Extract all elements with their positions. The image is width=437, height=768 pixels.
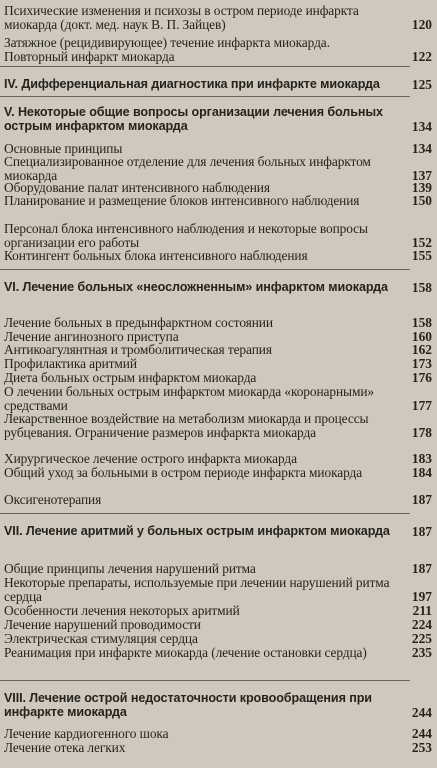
entry-page: 160 [411, 329, 432, 344]
section-heading [4, 106, 432, 133]
toc-entry [4, 4, 432, 31]
entry-page: 162 [411, 342, 432, 357]
entry-title: Лечение кардиогенного шока [4, 726, 169, 741]
entry-page: 134 [411, 141, 432, 156]
entry-title: Лечение больных в предынфарктном состоянии [4, 315, 273, 330]
entry-title: Хирургическое лечение острого инфаркта миокарда [4, 451, 297, 466]
entry-title: Контингент больных блока интенсивного наблюдения [4, 248, 308, 263]
toc-entry [4, 618, 432, 632]
toc-entry [4, 562, 432, 576]
toc-entry [4, 632, 432, 646]
entry-page: 134 [411, 118, 432, 134]
entry-page: 150 [411, 193, 432, 208]
entry-page: 152 [411, 234, 432, 250]
toc-entry [4, 466, 432, 480]
entry-title: Общий уход за больными в остром периоде инфаркта миокарда [4, 465, 363, 480]
entry-title: Затяжное (рецидивирующее) течение инфаркта миокарда. [4, 35, 330, 50]
entry-title: VI. Лечение больных «неосложненным» инфарктом миокарда [4, 280, 388, 294]
entry-page: 197 [411, 588, 432, 604]
entry-page: 211 [412, 603, 432, 618]
toc-entry [4, 452, 432, 466]
section-divider [0, 96, 410, 97]
entry-page: 137 [411, 167, 432, 183]
entry-page: 183 [411, 451, 432, 466]
entry-page: 139 [411, 180, 432, 195]
section-divider [0, 269, 410, 270]
entry-page: 155 [411, 248, 432, 263]
toc-entry [4, 155, 432, 182]
toc-entry [4, 646, 432, 660]
toc-entry [4, 741, 432, 755]
entry-title: Лечение ангинозного приступа [4, 329, 179, 344]
toc-entry [4, 604, 432, 618]
entry-title: Планирование и размещение блоков интенсивного наблюдения [4, 193, 360, 208]
toc-entry [4, 493, 432, 507]
entry-title: Диета больных острым инфарктом миокарда [4, 370, 257, 385]
entry-page: 244 [411, 704, 432, 720]
entry-page: 187 [411, 524, 432, 539]
entry-title: Специализированное отделение для лечения больных инфарктом миокарда [4, 154, 371, 183]
entry-page: 253 [411, 740, 432, 755]
entry-title: Оборудование палат интенсивного наблюдения [4, 180, 270, 195]
entry-page: 176 [411, 370, 432, 385]
section-heading [4, 692, 432, 719]
entry-title: Особенности лечения некоторых аритмий [4, 603, 240, 618]
entry-title: Лечение отека легких [4, 740, 126, 755]
entry-title: Некоторые препараты, используемые при лечении нарушений ритма сердца [4, 575, 390, 604]
entry-page: 125 [411, 77, 432, 92]
toc-entry [4, 576, 432, 603]
entry-page: 187 [411, 561, 432, 576]
section-heading [4, 78, 432, 92]
entry-page: 235 [411, 645, 432, 660]
entry-page: 158 [411, 315, 432, 330]
toc-entry [4, 36, 432, 50]
entry-page: 122 [411, 49, 432, 64]
entry-title: Профилактика аритмий [4, 356, 137, 371]
toc-entry [4, 249, 432, 263]
entry-title: IV. Дифференциальная диагностика при инфаркте миокарда [4, 77, 380, 91]
entry-page: 244 [411, 726, 432, 741]
entry-title: Психические изменения и психозы в остром периоде инфаркта миокарда (докт. мед. наук В. П. Зайцев) [4, 3, 359, 32]
entry-title: Повторный инфаркт миокарда [4, 49, 175, 64]
entry-title: Персонал блока интенсивного наблюдения и некоторые вопросы организации его работы [4, 221, 368, 250]
toc-entry [4, 194, 432, 208]
entry-title: Основные принципы [4, 141, 123, 156]
section-divider [0, 513, 410, 514]
entry-page: 224 [411, 617, 432, 632]
entry-title: VIII. Лечение острой недостаточности кровообращения при инфаркте миокарда [4, 691, 372, 719]
toc-entry [4, 343, 432, 357]
section-heading [4, 525, 432, 539]
entry-title: V. Некоторые общие вопросы организации лечения больных острым инфарктом миокарда [4, 105, 383, 133]
toc-entry [4, 316, 432, 330]
toc-entry [4, 371, 432, 385]
entry-page: 187 [411, 492, 432, 507]
entry-title: Электрическая стимуляция сердца [4, 631, 198, 646]
section-divider [0, 66, 410, 67]
toc-entry [4, 412, 432, 439]
entry-title: Оксигенотерапия [4, 492, 102, 507]
toc-entry [4, 357, 432, 371]
entry-page: 225 [411, 631, 432, 646]
entry-title: Антикоагулянтная и тромболитическая терапия [4, 342, 272, 357]
toc-entry [4, 727, 432, 741]
entry-title: Реанимация при инфаркте миокарда (лечение остановки сердца) [4, 645, 367, 660]
entry-page: 120 [411, 16, 432, 32]
entry-page: 178 [411, 424, 432, 440]
toc-entry [4, 222, 432, 249]
entry-title: VII. Лечение аритмий у больных острым инфарктом миокарда [4, 524, 390, 538]
entry-title: Общие принципы лечения нарушений ритма [4, 561, 256, 576]
entry-page: 177 [411, 397, 432, 413]
entry-page: 158 [411, 280, 432, 295]
entry-title: Лечение нарушений проводимости [4, 617, 201, 632]
section-divider [0, 680, 410, 681]
toc-entry [4, 50, 432, 64]
toc-entry [4, 385, 432, 412]
entry-title: О лечении больных острым инфарктом миокарда «коронарными» средствами [4, 384, 374, 413]
section-heading [4, 281, 432, 295]
entry-page: 184 [411, 465, 432, 480]
entry-page: 173 [411, 356, 432, 371]
entry-title: Лекарственное воздействие на метаболизм миокарда и процессы рубцевания. Ограничение размеров инфаркта миокарда [4, 411, 369, 440]
